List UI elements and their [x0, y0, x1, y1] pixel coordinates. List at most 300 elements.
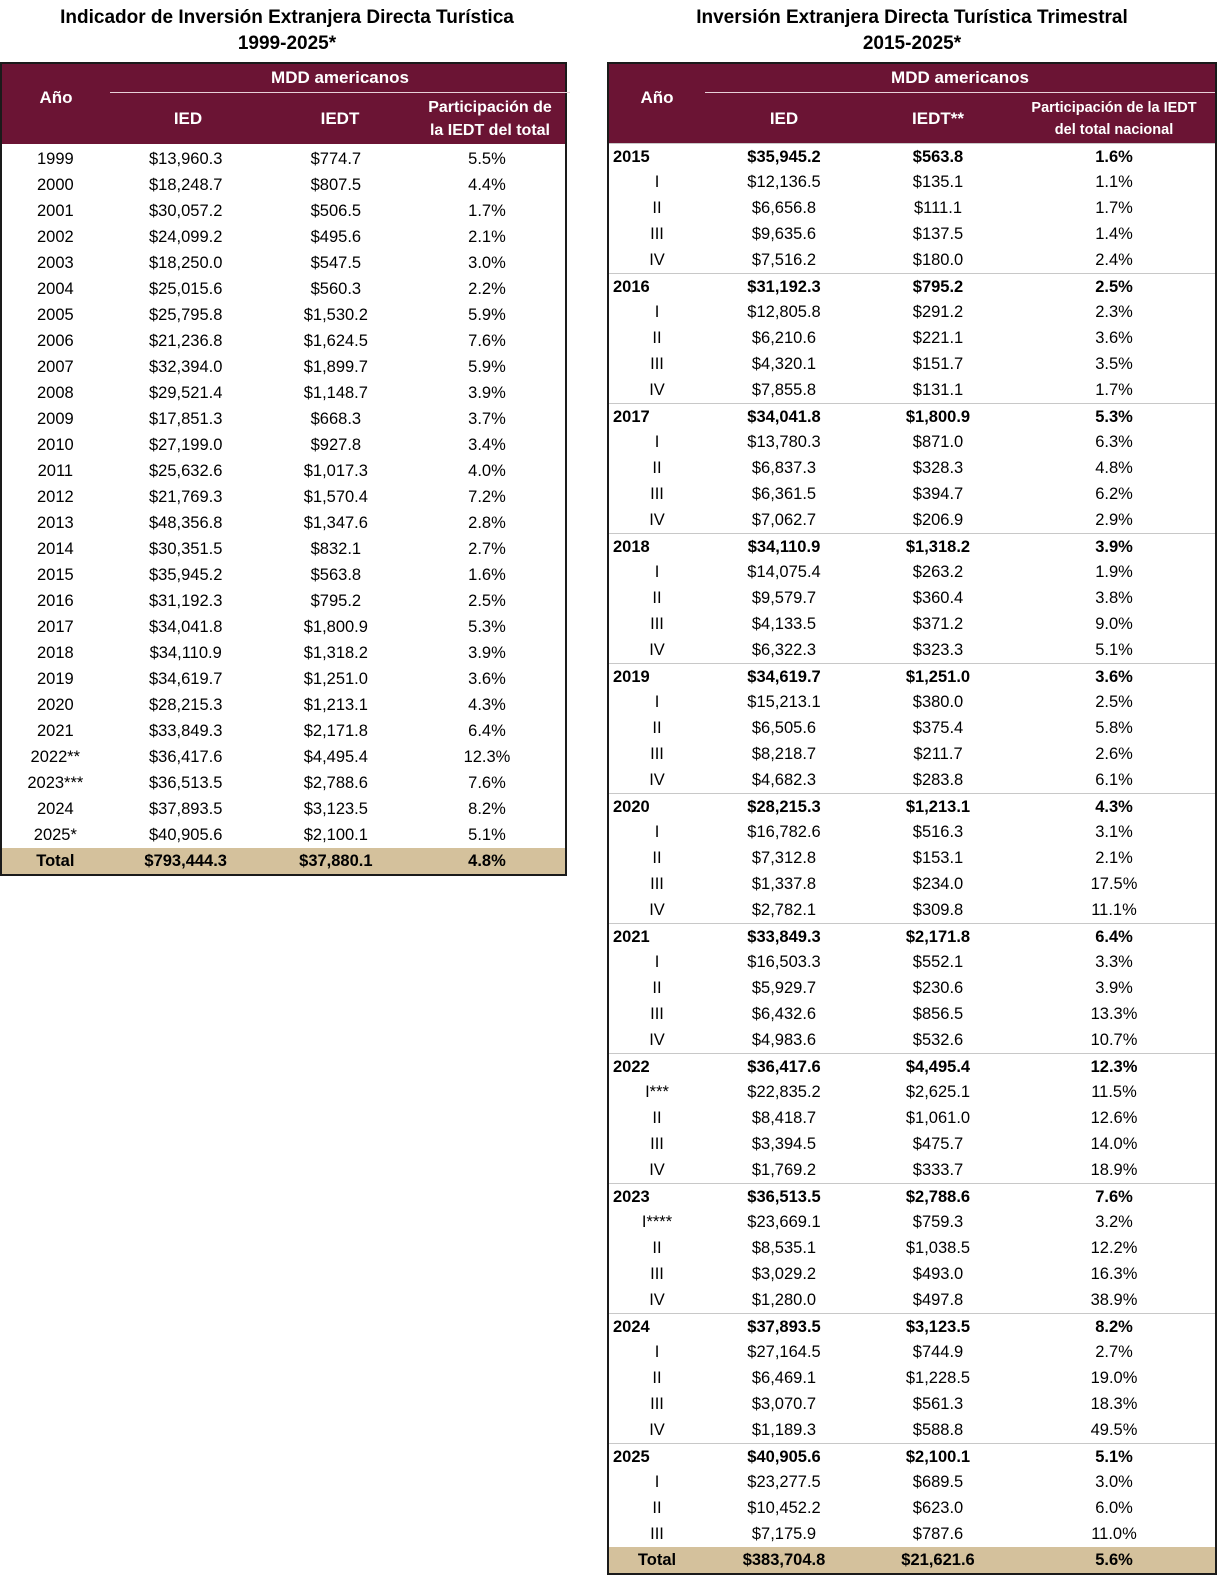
- year-cell: III: [650, 1525, 664, 1543]
- quarter-row: [609, 871, 1215, 897]
- quarter-row: [609, 377, 1215, 403]
- participation-cell: 1.7%: [468, 202, 506, 220]
- iedt-cell: $323.3: [912, 641, 964, 659]
- iedt-cell: $2,788.6: [303, 774, 368, 792]
- participation-cell: 14.0%: [1090, 1135, 1138, 1153]
- participation-cell: 6.3%: [1095, 433, 1133, 451]
- annual-table-title: [0, 0, 574, 62]
- participation-cell: 1.9%: [1095, 563, 1133, 581]
- ied-cell: $25,632.6: [149, 462, 223, 480]
- iedt-cell: $832.1: [310, 540, 362, 558]
- participation-cell: 6.2%: [1095, 485, 1133, 503]
- ied-cell: $18,248.7: [149, 176, 223, 194]
- year-summary-row: [609, 1443, 1215, 1469]
- iedt-cell: $3,123.5: [303, 800, 368, 818]
- year-cell: IV: [649, 901, 665, 919]
- iedt-cell: $774.7: [310, 150, 362, 168]
- header-divider: [705, 92, 1215, 93]
- participation-cell: 18.3%: [1090, 1395, 1138, 1413]
- year-cell: 2016: [36, 592, 74, 610]
- participation-cell: 2.3%: [1095, 303, 1133, 321]
- year-cell: 2020: [36, 696, 74, 714]
- iedt-cell: $283.8: [912, 771, 964, 789]
- participation-cell: 1.7%: [1095, 199, 1133, 217]
- year-cell: II: [652, 199, 662, 217]
- year-cell: I: [654, 433, 660, 451]
- participation-cell: 3.9%: [468, 384, 506, 402]
- participation-cell: 13.3%: [1090, 1005, 1138, 1023]
- quarter-row: [609, 351, 1215, 377]
- participation-cell: 8.2%: [1095, 1318, 1133, 1336]
- iedt-cell: $1,213.1: [303, 696, 368, 714]
- quarterly-table: [607, 62, 1217, 1575]
- iedt-cell: $371.2: [912, 615, 964, 633]
- ied-cell: $36,417.6: [747, 1058, 821, 1076]
- participation-cell: 3.8%: [1095, 589, 1133, 607]
- ied-cell: $1,337.8: [751, 875, 817, 893]
- ied-cell: $6,322.3: [751, 641, 817, 659]
- header-participation: [414, 94, 566, 144]
- year-cell: 2024: [613, 1318, 650, 1336]
- ied-cell: $25,015.6: [149, 280, 223, 298]
- iedt-cell: $744.9: [912, 1343, 964, 1361]
- iedt-cell: $180.0: [912, 251, 964, 269]
- year-cell: II: [652, 849, 662, 867]
- iedt-cell: $4,495.4: [905, 1058, 971, 1076]
- participation-cell: 5.8%: [1095, 719, 1133, 737]
- quarter-row: [609, 1209, 1215, 1235]
- ied-cell: $4,983.6: [751, 1031, 817, 1049]
- year-cell: 2007: [36, 358, 74, 376]
- iedt-cell: $375.4: [912, 719, 964, 737]
- iedt-cell: $221.1: [912, 329, 964, 347]
- header-mdd-group: MDD americanos: [271, 68, 409, 87]
- participation-cell: 3.0%: [468, 254, 506, 272]
- year-cell: 2024: [36, 800, 74, 818]
- year-cell: 2020: [613, 798, 650, 816]
- ied-cell: $1,189.3: [751, 1421, 817, 1439]
- year-cell: IV: [649, 1031, 665, 1049]
- participation-cell: 4.3%: [468, 696, 506, 714]
- ied-cell: $17,851.3: [149, 410, 223, 428]
- iedt-cell: $1,347.6: [303, 514, 368, 532]
- year-cell: 2023***: [27, 774, 84, 792]
- participation-cell: 2.7%: [468, 540, 506, 558]
- participation-cell: 5.1%: [1095, 641, 1133, 659]
- quarter-row: [609, 741, 1215, 767]
- ied-cell: $3,029.2: [751, 1265, 817, 1283]
- ied-cell: $8,418.7: [751, 1109, 817, 1127]
- participation-cell: 6.4%: [468, 722, 506, 740]
- ied-cell: $6,505.6: [751, 719, 817, 737]
- table-row: [2, 432, 565, 458]
- participation-cell: 1.6%: [468, 566, 506, 584]
- participation-cell: 4.4%: [468, 176, 506, 194]
- ied-cell: $36,417.6: [149, 748, 223, 766]
- participation-cell: 5.1%: [468, 826, 506, 844]
- year-cell: II: [652, 329, 662, 347]
- year-cell: II: [652, 719, 662, 737]
- iedt-cell: $689.5: [912, 1473, 964, 1491]
- year-cell: II: [652, 459, 662, 477]
- iedt-cell: $380.0: [912, 693, 964, 711]
- year-cell: II: [652, 589, 662, 607]
- iedt-cell: $131.1: [912, 381, 964, 399]
- ied-cell: $4,133.5: [751, 615, 817, 633]
- year-cell: III: [650, 1005, 664, 1023]
- iedt-cell: $333.7: [912, 1161, 964, 1179]
- quarterly-table-title: [607, 0, 1217, 62]
- quarterly-title-line1: Inversión Extranjera Directa Turística Trimestral: [696, 7, 1128, 28]
- iedt-cell: $3,123.5: [905, 1318, 971, 1336]
- total-ied: $793,444.3: [144, 852, 227, 870]
- ied-cell: $28,215.3: [747, 798, 821, 816]
- ied-cell: $35,945.2: [149, 566, 223, 584]
- participation-cell: 3.1%: [1095, 823, 1133, 841]
- year-cell: 2017: [36, 618, 74, 636]
- annual-table-panel: [0, 0, 574, 876]
- quarter-row: [609, 949, 1215, 975]
- iedt-cell: $1,530.2: [303, 306, 368, 324]
- ied-cell: $27,199.0: [149, 436, 223, 454]
- quarter-row: [609, 299, 1215, 325]
- year-cell: III: [650, 875, 664, 893]
- ied-cell: $33,849.3: [149, 722, 223, 740]
- participation-cell: 7.6%: [468, 332, 506, 350]
- header-participation-line1: Participación de la IEDT: [1031, 99, 1197, 116]
- ied-cell: $23,669.1: [747, 1213, 821, 1231]
- participation-cell: 2.8%: [468, 514, 506, 532]
- header-mdd-group: MDD americanos: [891, 68, 1029, 87]
- participation-cell: 3.9%: [468, 644, 506, 662]
- participation-cell: 38.9%: [1090, 1291, 1138, 1309]
- table-row: [2, 458, 565, 484]
- participation-cell: 9.0%: [1095, 615, 1133, 633]
- year-summary-row: [609, 403, 1215, 429]
- quarter-row: [609, 689, 1215, 715]
- iedt-cell: $234.0: [912, 875, 964, 893]
- participation-cell: 1.1%: [1095, 173, 1133, 191]
- quarter-row: [609, 1469, 1215, 1495]
- ied-cell: $35,945.2: [747, 148, 821, 166]
- annual-title-line2: 1999-2025*: [237, 33, 337, 54]
- participation-cell: 49.5%: [1090, 1421, 1138, 1439]
- header-participation: [1013, 94, 1215, 143]
- quarter-row: [609, 767, 1215, 793]
- year-cell: 2015: [613, 148, 650, 166]
- participation-cell: 4.0%: [468, 462, 506, 480]
- iedt-cell: $1,318.2: [905, 538, 971, 556]
- year-summary-row: [609, 1183, 1215, 1209]
- iedt-cell: $547.5: [310, 254, 362, 272]
- ied-cell: $16,782.6: [747, 823, 821, 841]
- quarter-row: [609, 1365, 1215, 1391]
- table-row: [2, 510, 565, 536]
- year-cell: 1999: [36, 150, 74, 168]
- year-cell: 2008: [36, 384, 74, 402]
- participation-cell: 17.5%: [1090, 875, 1138, 893]
- participation-cell: 4.8%: [1095, 459, 1133, 477]
- iedt-cell: $1,899.7: [303, 358, 368, 376]
- table-row: [2, 744, 565, 770]
- iedt-cell: $1,800.9: [905, 408, 971, 426]
- header-year: Año: [640, 87, 674, 107]
- participation-cell: 6.1%: [1095, 771, 1133, 789]
- ied-cell: $32,394.0: [149, 358, 223, 376]
- year-cell: 2019: [613, 668, 650, 686]
- iedt-cell: $1,251.0: [303, 670, 368, 688]
- participation-cell: 3.3%: [1095, 953, 1133, 971]
- iedt-cell: $1,038.5: [905, 1239, 971, 1257]
- quarterly-table-panel: [607, 0, 1217, 1575]
- ied-cell: $7,312.8: [751, 849, 817, 867]
- quarter-row: [609, 845, 1215, 871]
- year-cell: IV: [649, 251, 665, 269]
- iedt-cell: $1,570.4: [303, 488, 368, 506]
- quarter-row: [609, 559, 1215, 585]
- ied-cell: $1,769.2: [751, 1161, 817, 1179]
- quarter-row: [609, 975, 1215, 1001]
- ied-cell: $22,835.2: [747, 1083, 821, 1101]
- header-participation-line2: la IEDT del total: [429, 122, 550, 139]
- year-cell: III: [650, 745, 664, 763]
- table-row: [2, 302, 565, 328]
- iedt-cell: $135.1: [912, 173, 964, 191]
- participation-cell: 2.5%: [1095, 693, 1133, 711]
- year-cell: 2018: [613, 538, 650, 556]
- participation-cell: 7.2%: [468, 488, 506, 506]
- quarter-row: [609, 1339, 1215, 1365]
- table-row: [2, 276, 565, 302]
- participation-cell: 2.6%: [1095, 745, 1133, 763]
- participation-cell: 5.3%: [1095, 408, 1133, 426]
- iedt-cell: $563.8: [912, 148, 964, 166]
- iedt-cell: $475.7: [912, 1135, 964, 1153]
- ied-cell: $7,175.9: [751, 1525, 817, 1543]
- ied-cell: $48,356.8: [149, 514, 223, 532]
- table-row: [2, 328, 565, 354]
- participation-cell: 5.1%: [1095, 1448, 1133, 1466]
- table-row: [2, 562, 565, 588]
- ied-cell: $29,521.4: [149, 384, 223, 402]
- iedt-cell: $795.2: [310, 592, 362, 610]
- total-ied: $383,704.8: [742, 1551, 826, 1569]
- participation-cell: 2.7%: [1095, 1343, 1133, 1361]
- quarter-row: [609, 221, 1215, 247]
- annual-title-line1: Indicador de Inversión Extranjera Directa Turística: [60, 7, 514, 28]
- iedt-cell: $394.7: [912, 485, 964, 503]
- iedt-cell: $2,171.8: [303, 722, 368, 740]
- ied-cell: $34,041.8: [149, 618, 223, 636]
- iedt-cell: $1,624.5: [303, 332, 368, 350]
- quarter-row: [609, 1261, 1215, 1287]
- iedt-cell: $2,100.1: [905, 1448, 971, 1466]
- year-cell: I: [654, 693, 660, 711]
- ied-cell: $40,905.6: [149, 826, 223, 844]
- year-cell: I: [654, 303, 660, 321]
- participation-cell: 11.5%: [1091, 1083, 1137, 1101]
- total-participation: 5.6%: [1095, 1551, 1133, 1569]
- iedt-cell: $552.1: [912, 953, 964, 971]
- iedt-cell: $1,800.9: [303, 618, 368, 636]
- ied-cell: $7,855.8: [751, 381, 817, 399]
- year-cell: III: [650, 225, 664, 243]
- participation-cell: 12.2%: [1090, 1239, 1138, 1257]
- ied-cell: $31,192.3: [149, 592, 223, 610]
- header-iedt: IEDT**: [912, 108, 964, 128]
- quarter-row: [609, 585, 1215, 611]
- participation-cell: 5.3%: [468, 618, 506, 636]
- iedt-cell: $360.4: [912, 589, 964, 607]
- year-cell: III: [650, 1135, 664, 1153]
- quarter-row: [609, 1027, 1215, 1053]
- ied-cell: $30,351.5: [149, 540, 223, 558]
- ied-cell: $1,280.0: [751, 1291, 817, 1309]
- ied-cell: $34,619.7: [149, 670, 223, 688]
- ied-cell: $2,782.1: [751, 901, 817, 919]
- ied-cell: $34,619.7: [747, 668, 821, 686]
- ied-cell: $9,579.7: [751, 589, 817, 607]
- total-label: Total: [36, 852, 75, 870]
- header-ied: IED: [769, 108, 799, 128]
- quarter-row: [609, 897, 1215, 923]
- table-row: [2, 198, 565, 224]
- table-row: [2, 146, 565, 172]
- ied-cell: $6,656.8: [751, 199, 817, 217]
- ied-cell: $4,682.3: [751, 771, 817, 789]
- year-cell: II: [652, 979, 662, 997]
- participation-cell: 5.9%: [468, 306, 506, 324]
- ied-cell: $25,795.8: [149, 306, 223, 324]
- iedt-cell: $795.2: [912, 278, 964, 296]
- quarter-row: [609, 195, 1215, 221]
- year-cell: I: [654, 1473, 660, 1491]
- quarter-row: [609, 1079, 1215, 1105]
- annual-table: [0, 62, 567, 876]
- ied-cell: $3,394.5: [751, 1135, 817, 1153]
- iedt-cell: $927.8: [310, 436, 362, 454]
- header-participation-line1: Participación de: [428, 99, 552, 116]
- year-summary-row: [609, 923, 1215, 949]
- table-row: [2, 224, 565, 250]
- header-participation-line2: del total nacional: [1054, 121, 1174, 138]
- ied-cell: $34,110.9: [747, 538, 821, 556]
- iedt-cell: $263.2: [912, 563, 964, 581]
- iedt-cell: $623.0: [912, 1499, 964, 1517]
- year-cell: I: [654, 1343, 660, 1361]
- annual-table-body: [2, 144, 565, 848]
- iedt-cell: $1,318.2: [303, 644, 368, 662]
- iedt-cell: $506.5: [310, 202, 362, 220]
- participation-cell: 11.1%: [1091, 901, 1137, 919]
- table-row: [2, 666, 565, 692]
- year-cell: I****: [641, 1213, 673, 1231]
- year-cell: 2009: [36, 410, 74, 428]
- ied-cell: $12,136.5: [747, 173, 821, 191]
- quarterly-title-line2: 2015-2025*: [862, 33, 962, 54]
- participation-cell: 3.0%: [1095, 1473, 1133, 1491]
- participation-cell: 2.9%: [1095, 511, 1133, 529]
- iedt-cell: $291.2: [912, 303, 964, 321]
- iedt-cell: $153.1: [912, 849, 964, 867]
- participation-cell: 1.7%: [1095, 381, 1133, 399]
- participation-cell: 8.2%: [468, 800, 506, 818]
- quarter-row: [609, 1001, 1215, 1027]
- year-cell: 2018: [36, 644, 74, 662]
- table-row: [2, 692, 565, 718]
- year-summary-row: [609, 273, 1215, 299]
- participation-cell: 2.5%: [468, 592, 506, 610]
- year-summary-row: [609, 1313, 1215, 1339]
- quarter-row: [609, 1131, 1215, 1157]
- table-row: [2, 640, 565, 666]
- iedt-cell: $2,625.1: [905, 1083, 971, 1101]
- ied-cell: $28,215.3: [149, 696, 223, 714]
- annual-table-header: [2, 64, 565, 144]
- ied-cell: $9,635.6: [751, 225, 817, 243]
- participation-cell: 3.6%: [1095, 668, 1133, 686]
- year-cell: IV: [649, 1291, 665, 1309]
- year-cell: 2017: [613, 408, 650, 426]
- iedt-cell: $563.8: [310, 566, 362, 584]
- participation-cell: 1.4%: [1095, 225, 1133, 243]
- quarter-row: [609, 1417, 1215, 1443]
- iedt-cell: $137.5: [912, 225, 964, 243]
- year-cell: II: [652, 1239, 662, 1257]
- iedt-cell: $561.3: [912, 1395, 964, 1413]
- iedt-cell: $560.3: [310, 280, 362, 298]
- quarter-row: [609, 325, 1215, 351]
- iedt-cell: $4,495.4: [303, 748, 368, 766]
- year-cell: III: [650, 615, 664, 633]
- ied-cell: $21,236.8: [149, 332, 223, 350]
- ied-cell: $34,110.9: [149, 644, 222, 662]
- participation-cell: 3.6%: [468, 670, 506, 688]
- iedt-cell: $856.5: [912, 1005, 964, 1023]
- quarter-row: [609, 1391, 1215, 1417]
- year-cell: III: [650, 355, 664, 373]
- participation-cell: 2.4%: [1095, 251, 1133, 269]
- year-summary-row: [609, 793, 1215, 819]
- iedt-cell: $1,061.0: [905, 1109, 971, 1127]
- participation-cell: 2.1%: [468, 228, 506, 246]
- participation-cell: 10.7%: [1090, 1031, 1138, 1049]
- ied-cell: $10,452.2: [747, 1499, 821, 1517]
- participation-cell: 7.6%: [1095, 1188, 1133, 1206]
- total-iedt: $37,880.1: [299, 852, 373, 870]
- year-summary-row: [609, 533, 1215, 559]
- participation-cell: 3.9%: [1095, 538, 1133, 556]
- participation-cell: 6.4%: [1095, 928, 1133, 946]
- year-cell: I***: [645, 1083, 669, 1101]
- year-cell: IV: [649, 1421, 665, 1439]
- quarter-row: [609, 1521, 1215, 1547]
- ied-cell: $37,893.5: [149, 800, 223, 818]
- annual-total-row: [2, 848, 565, 874]
- year-cell: I: [654, 563, 660, 581]
- header-divider: [110, 92, 570, 93]
- iedt-cell: $532.6: [912, 1031, 964, 1049]
- ied-cell: $13,960.3: [149, 150, 223, 168]
- year-cell: 2013: [36, 514, 74, 532]
- table-row: [2, 588, 565, 614]
- iedt-cell: $1,228.5: [905, 1369, 971, 1387]
- year-cell: 2016: [613, 278, 650, 296]
- quarter-row: [609, 247, 1215, 273]
- year-cell: 2021: [613, 928, 650, 946]
- iedt-cell: $2,171.8: [905, 928, 971, 946]
- participation-cell: 2.5%: [1095, 278, 1133, 296]
